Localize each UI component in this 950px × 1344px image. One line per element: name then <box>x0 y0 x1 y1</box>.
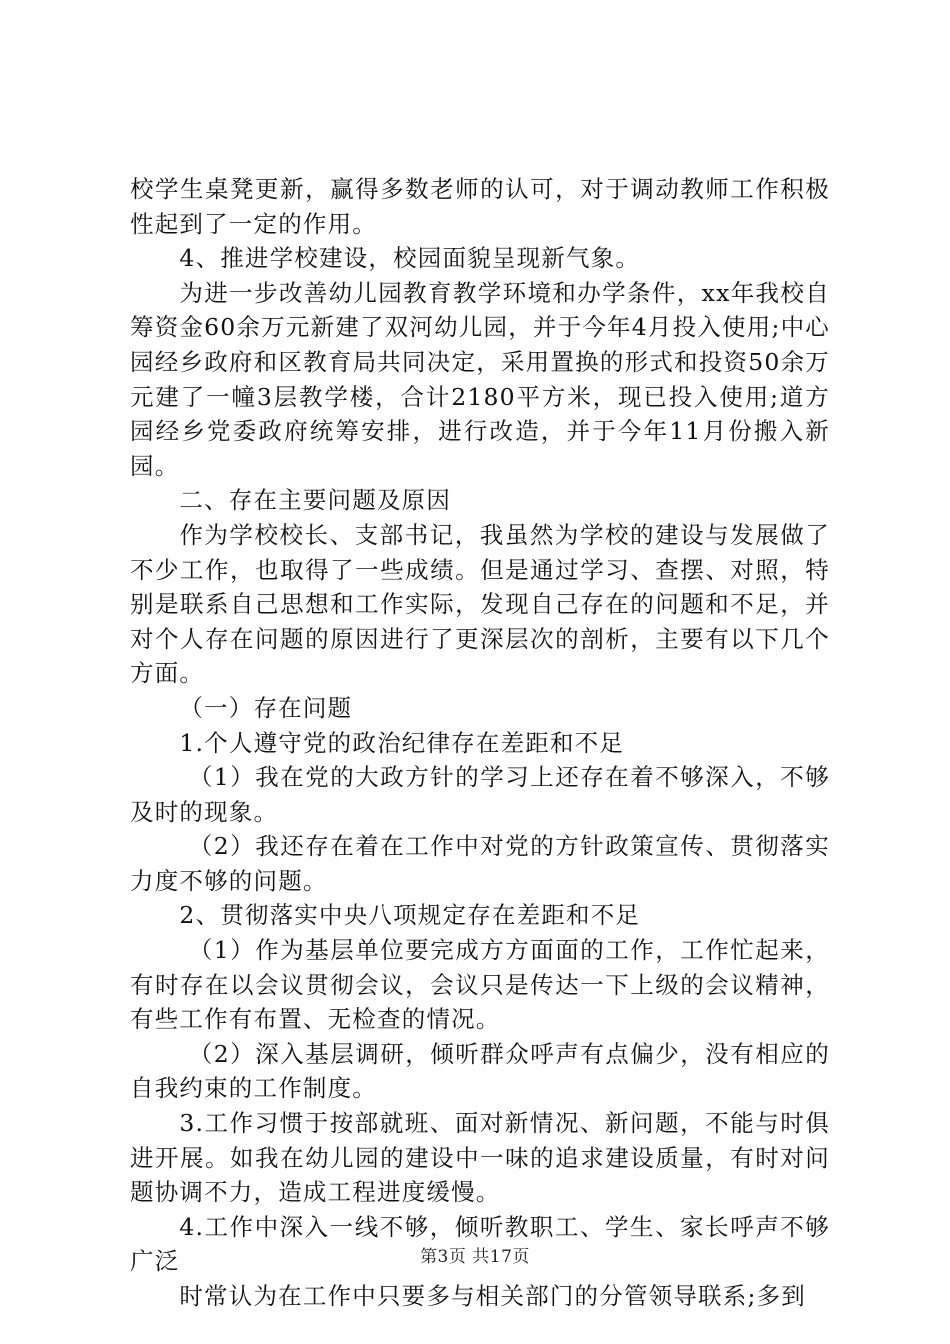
item-2-2: （2）深入基层调研，倾听群众呼声有点偏少，没有相应的自我约束的工作制度。 <box>130 1039 830 1103</box>
paragraph-1: 校学生桌凳更新，赢得多数老师的认可，对于调动教师工作积极性起到了一定的作用。 <box>130 175 830 238</box>
paragraph-last: 时常认为在工作中只要多与相关部门的分管领导联系;多到 <box>179 1282 806 1310</box>
item-heading-2: 2、贯彻落实中央八项规定存在差距和不足 <box>179 901 641 930</box>
item-4: 4.工作中深入一线不够，倾听教职工、学生、家长呼声不够广泛 <box>130 1212 830 1276</box>
paragraph-3: 为进一步改善幼儿园教育教学环境和办学条件，xx年我校自筹资金60余万元新建了双河幼儿园，并于今年4月投入使用;中心园经乡政府和区教育局共同决定，采用置换的形式和投资50余万元建了一幢3层教学楼，合计2180平方米，现已投入使用;道方园经乡党委政府统筹安排，进行改造，并于今年11月份搬入新园。 <box>130 278 830 480</box>
item-2-1: （1）作为基层单位要完成方方面面的工作，工作忙起来，有时存在以会议贯彻会议，会议只是传达一下上级的会议精神，有些工作有布置、无检查的情况。 <box>130 936 830 1034</box>
item-3: 3.工作习惯于按部就班、面对新情况、新问题，不能与时俱进开展。如我在幼儿园的建设中一味的追求建设质量，有时对问题协调不力，造成工程进度缓慢。 <box>130 1109 830 1207</box>
item-1-1: （1）我在党的大政方针的学习上还存在着不够深入，不够及时的现象。 <box>130 763 830 826</box>
paragraph-5: 作为学校校长、支部书记，我虽然为学校的建设与发展做了不少工作，也取得了一些成绩。但是通过学习、查摆、对照，特别是联系自己思想和工作实际，发现自己存在的问题和不足，并对个人存在问题的原因进行了更深层次的剖析，主要有以下几个方面。 <box>130 520 830 688</box>
subheading-existing-problems: （一）存在问题 <box>179 693 353 722</box>
document-body <box>130 172 830 1314</box>
paragraph-2: 4、推进学校建设，校园面貌呈现新气象。 <box>179 244 641 273</box>
page-footer: 第3页 共17页 <box>420 1247 530 1267</box>
item-heading-1: 1.个人遵守党的政治纪律存在差距和不足 <box>179 728 625 757</box>
item-1-2: （2）我还存在着在工作中对党的方针政策宣传、贯彻落实力度不够的问题。 <box>130 832 830 895</box>
section-heading-problems: 二、存在主要问题及原因 <box>179 486 452 515</box>
